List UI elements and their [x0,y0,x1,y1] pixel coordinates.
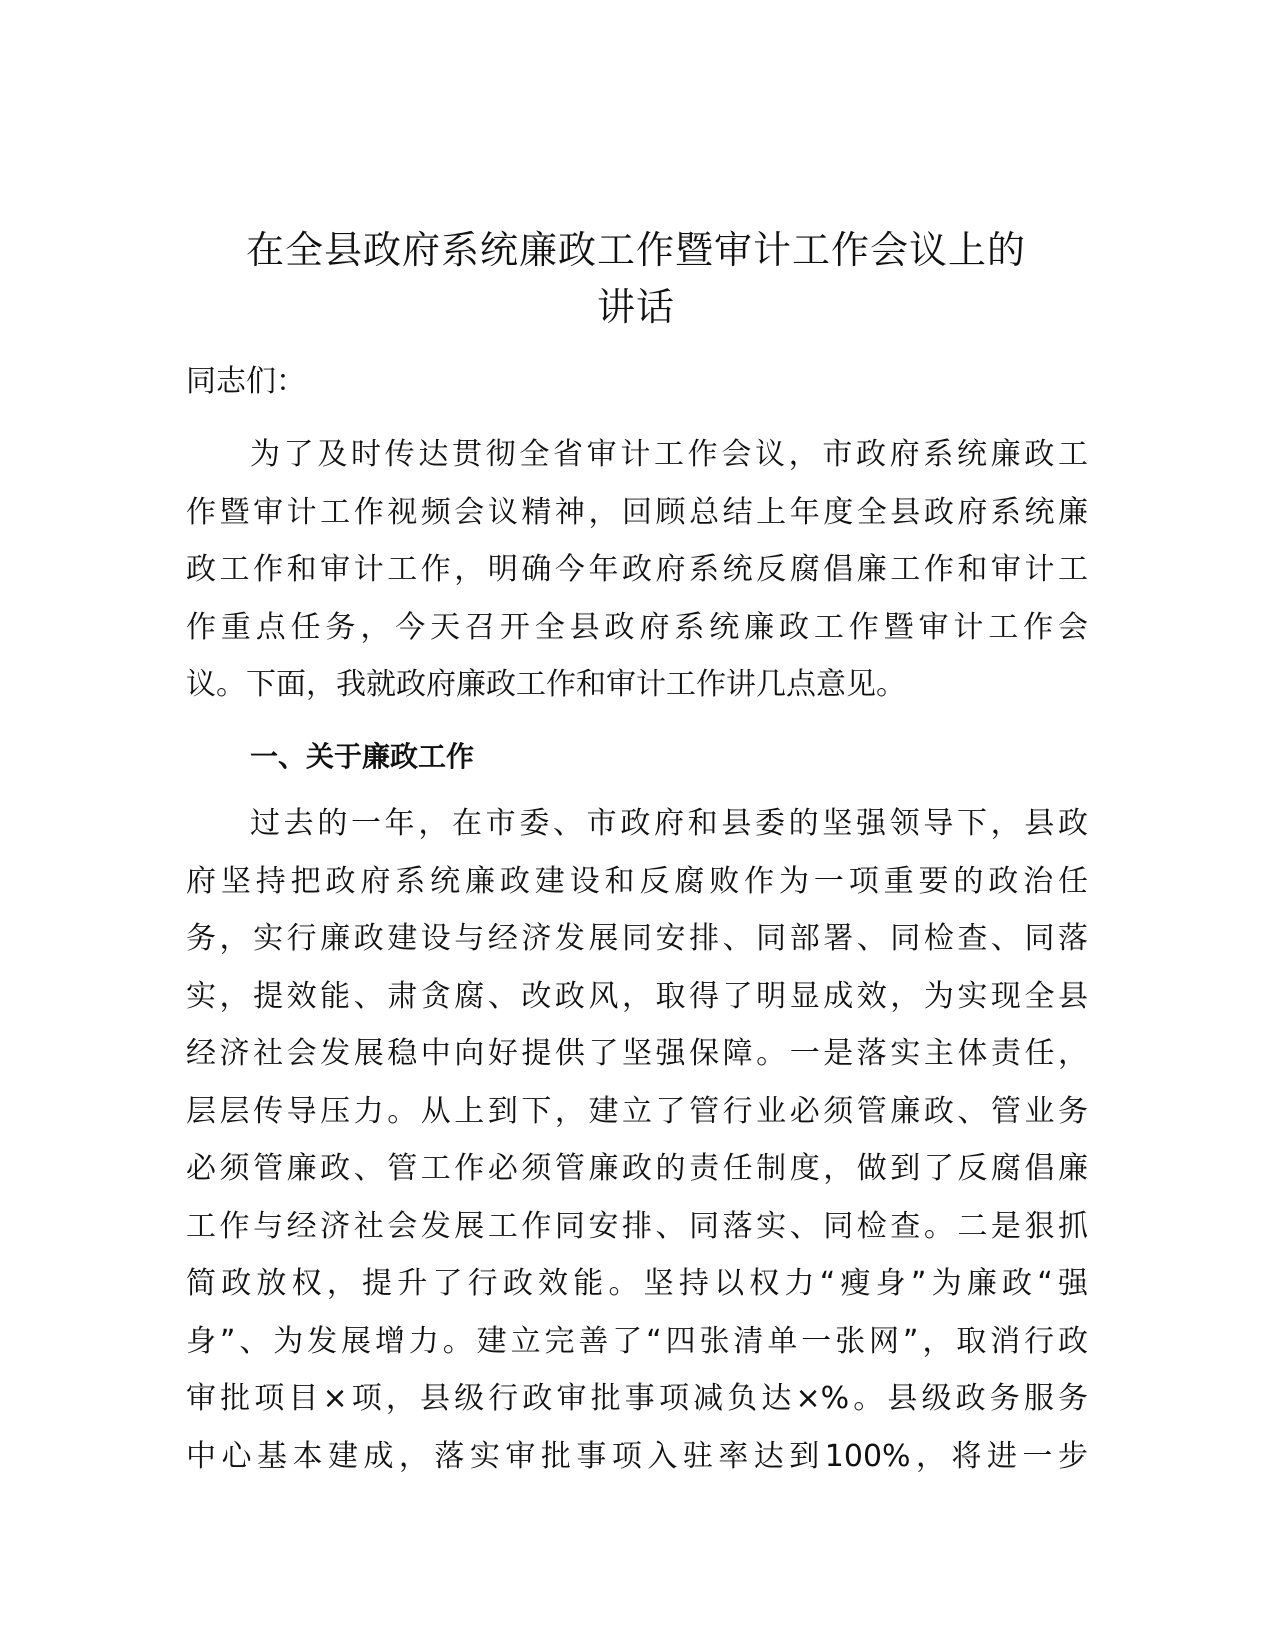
paragraph-line: 身”、为发展增力。建立完善了“四张清单一张网”，取消行政 [186,1323,1088,1359]
paragraph-line: 实，提效能、肃贪腐、改政风，取得了明显成效，为实现全县 [186,978,1088,1014]
paragraph-line: 层层传导压力。从上到下，建立了管行业必须管廉政、管业务 [186,1093,1088,1129]
paragraph-line: 简政放权，提升了行政效能。坚持以权力“瘦身”为廉政“强 [186,1266,1088,1301]
paragraph-line: 过去的一年，在市委、市政府和县委的坚强领导下，县政 [250,806,1088,841]
salutation: 同志们： [186,364,306,399]
title-line: 在全县政府系统廉政工作暨审计工作会议上的 [245,228,1026,272]
paragraph-line: 经济社会发展稳中向好提供了坚强保障。一是落实主体责任， [186,1036,1088,1071]
paragraph-intro [186,426,1088,714]
paragraph-line: 工作与经济社会发展工作同安排、同落实、同检查。二是狠抓 [186,1208,1088,1244]
title-line: 讲话 [596,285,675,329]
paragraph-line: 为了及时传达贯彻全省审计工作会议，市政府系统廉政工 [250,437,1088,472]
document-title [180,222,1092,336]
paragraph-line: 府坚持把政府系统廉政建设和反腐败作为一项重要的政治任 [186,863,1088,899]
paragraph-line: 政工作和审计工作，明确今年政府系统反腐倡廉工作和审计工 [186,552,1088,587]
paragraph-line: 审批项目×项，县级行政审批事项减负达×%。县级政务服务 [186,1381,1088,1416]
paragraph-line: 作暨审计工作视频会议精神，回顾总结上年度全县政府系统廉 [186,494,1088,530]
paragraph-body [186,795,1088,1485]
paragraph-line: 中心基本建成，落实审批事项入驻率达到100%，将进一步 [186,1438,1088,1474]
paragraph-line: 必须管廉政、管工作必须管廉政的责任制度，做到了反腐倡廉 [186,1151,1088,1186]
section-heading: 一、关于廉政工作 [250,740,475,773]
paragraph-line: 务，实行廉政建设与经济发展同安排、同部署、同检查、同落 [186,921,1088,956]
paragraph-line: 作重点任务，今天召开全县政府系统廉政工作暨审计工作会 [186,609,1088,645]
paragraph-line: 议。下面，我就政府廉政工作和审计工作讲几点意见。 [186,667,906,702]
